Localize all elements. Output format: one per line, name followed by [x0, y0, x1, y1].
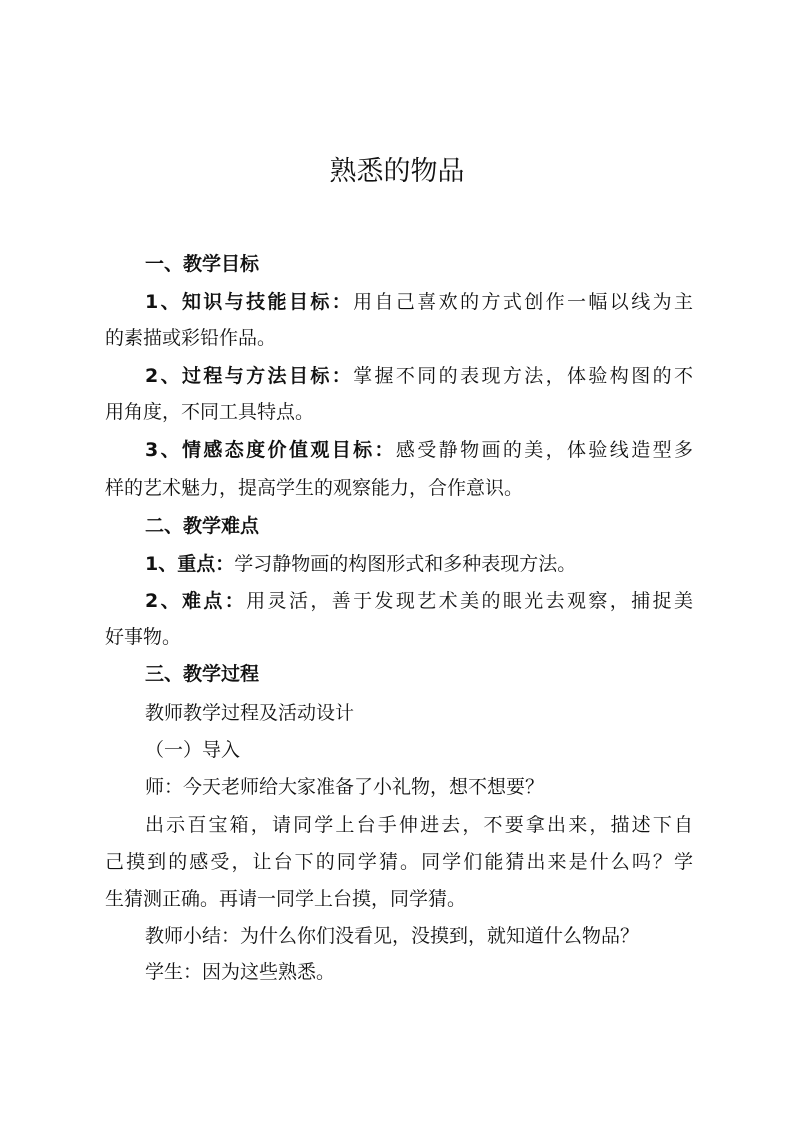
- document-title: 熟悉的物品: [329, 156, 465, 187]
- key-point-line: [145, 550, 693, 578]
- objective-2-label: 2、过程与方法目标：: [145, 365, 354, 387]
- key-point-text: 学习静物画的构图形式和多种表现方法。: [234, 553, 577, 575]
- key-point-label: 1、重点：: [145, 553, 235, 575]
- activity-line-3: 生猜测正确。再请一同学上台摸，同学猜。: [105, 888, 467, 910]
- section-heading-objectives: 一、教学目标: [145, 253, 260, 275]
- difficulty-line-2: 好事物。: [105, 626, 182, 648]
- difficulty-label: 2、难点：: [145, 590, 247, 612]
- activity-line-1: 出示百宝箱，请同学上台手伸进去，不要拿出来，描述下自: [145, 814, 693, 836]
- section-heading-difficulties: 二、教学难点: [145, 515, 260, 537]
- activity-line-2: 己摸到的感受，让台下的同学猜。同学们能猜出来是什么吗？学: [105, 851, 693, 873]
- section-heading-process: 三、教学过程: [145, 663, 260, 685]
- objective-2-text: 掌握不同的表现方法，体验构图的不: [353, 365, 693, 387]
- process-subtitle: 教师教学过程及活动设计: [145, 702, 355, 724]
- teacher-summary: 教师小结：为什么你们没看见，没摸到，就知道什么物品？: [145, 925, 640, 947]
- objective-1-line-2: 的素描或彩铅作品。: [105, 327, 277, 349]
- part-1-heading: （一）导入: [145, 739, 241, 761]
- difficulty-text: 用灵活，善于发现艺术美的眼光去观察，捕捉美: [246, 590, 693, 612]
- objective-1-text: 用自己喜欢的方式创作一幅以线为主: [353, 291, 693, 313]
- objective-1-label: 1、知识与技能目标：: [145, 291, 354, 313]
- teacher-question: 师：今天老师给大家准备了小礼物，想不想要？: [145, 776, 545, 798]
- objective-3-line-1: [145, 436, 693, 464]
- difficulty-line-1: [145, 587, 693, 615]
- objective-3-label: 3、情感态度价值观目标：: [145, 439, 396, 461]
- student-answer: 学生：因为这些熟悉。: [145, 961, 336, 983]
- objective-2-line-1: [145, 362, 693, 390]
- objective-3-line-2: 样的艺术魅力，提高学生的观察能力，合作意识。: [105, 477, 524, 499]
- objective-2-line-2: 用角度，不同工具特点。: [105, 401, 315, 423]
- objective-1-line-1: [145, 288, 693, 316]
- objective-3-text: 感受静物画的美，体验线造型多: [395, 439, 693, 461]
